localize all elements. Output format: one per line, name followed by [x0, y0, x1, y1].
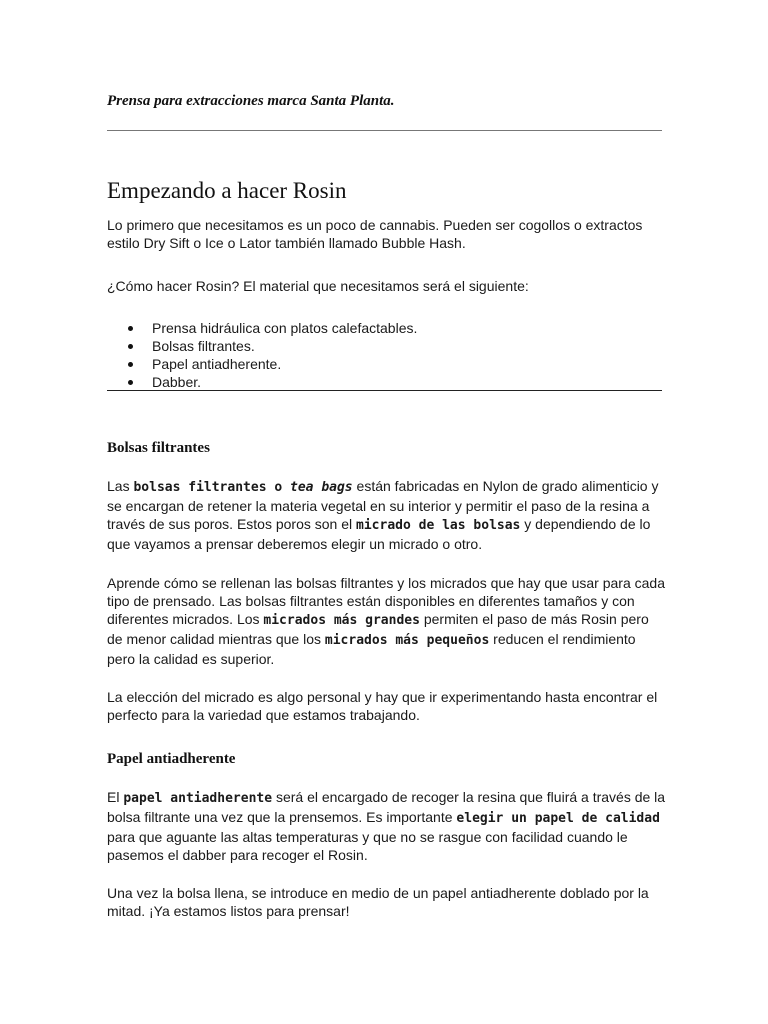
bolsas-paragraph-2: Aprende cómo se rellenan las bolsas filtrantes y los micrados que hay que usar para cada tipo de prensado. Las bolsas filtrantes están disponibles en diferentes tamaños y con diferentes micrados. Los micrados más grandes permiten el paso de más Rosin pero de menor calidad mientras que los micrados más pequeños reducen el rendimiento pero la calidad es superior.: [107, 575, 665, 667]
section-heading-bolsas: Bolsas filtrantes: [107, 440, 210, 456]
list-item: Dabber.: [107, 373, 417, 391]
materials-question: ¿Cómo hacer Rosin? El material que necesitamos será el siguiente:: [107, 278, 529, 294]
divider: [107, 130, 662, 131]
papel-paragraph-2: Una vez la bolsa llena, se introduce en medio de un papel antiadherente doblado por la mitad. ¡Ya estamos listos para prensar!: [107, 885, 649, 919]
papel-paragraph-1: El papel antiadherente será el encargado de recoger la resina que fluirá a través de la bolsa filtrante una vez que la prensemos. Es importante elegir un papel de calidad para que aguante las altas temperaturas y que no se rasgue con facilidad cuando le pasemos el dabber para recoger el Rosin.: [107, 789, 666, 863]
materials-list: [107, 319, 417, 391]
bolsas-paragraph-3: La elección del micrado es algo personal y hay que ir experimentando hasta encontrar el perfecto para la variedad que estamos trabajando.: [107, 689, 658, 723]
bullet-icon: [128, 362, 133, 367]
list-item: Bolsas filtrantes.: [107, 337, 417, 355]
bullet-icon: [128, 344, 133, 349]
bullet-icon: [128, 326, 133, 331]
list-item: Prensa hidráulica con platos calefactables.: [107, 319, 417, 337]
section-heading-empezando: Empezando a hacer Rosin: [107, 178, 347, 203]
divider: [107, 390, 662, 391]
intro-paragraph: Lo primero que necesitamos es un poco de cannabis. Pueden ser cogollos o extractos estilo Dry Sift o Ice o Lator también llamado Bubble Hash.: [107, 217, 643, 251]
bullet-icon: [128, 380, 133, 385]
section-heading-papel: Papel antiadherente: [107, 751, 236, 767]
bolsas-paragraph-1: Las bolsas filtrantes o tea bags están fabricadas en Nylon de grado alimenticio y se encargan de retener la materia vegetal en su interior y permitir el paso de la resina a través de sus poros. Estos poros son el micrado de las bolsas y dependiendo de lo que vayamos a prensar deberemos elegir un micrado o otro.: [107, 478, 659, 552]
list-item: Papel antiadherente.: [107, 355, 417, 373]
image-caption: Prensa para extracciones marca Santa Planta.: [107, 93, 395, 109]
